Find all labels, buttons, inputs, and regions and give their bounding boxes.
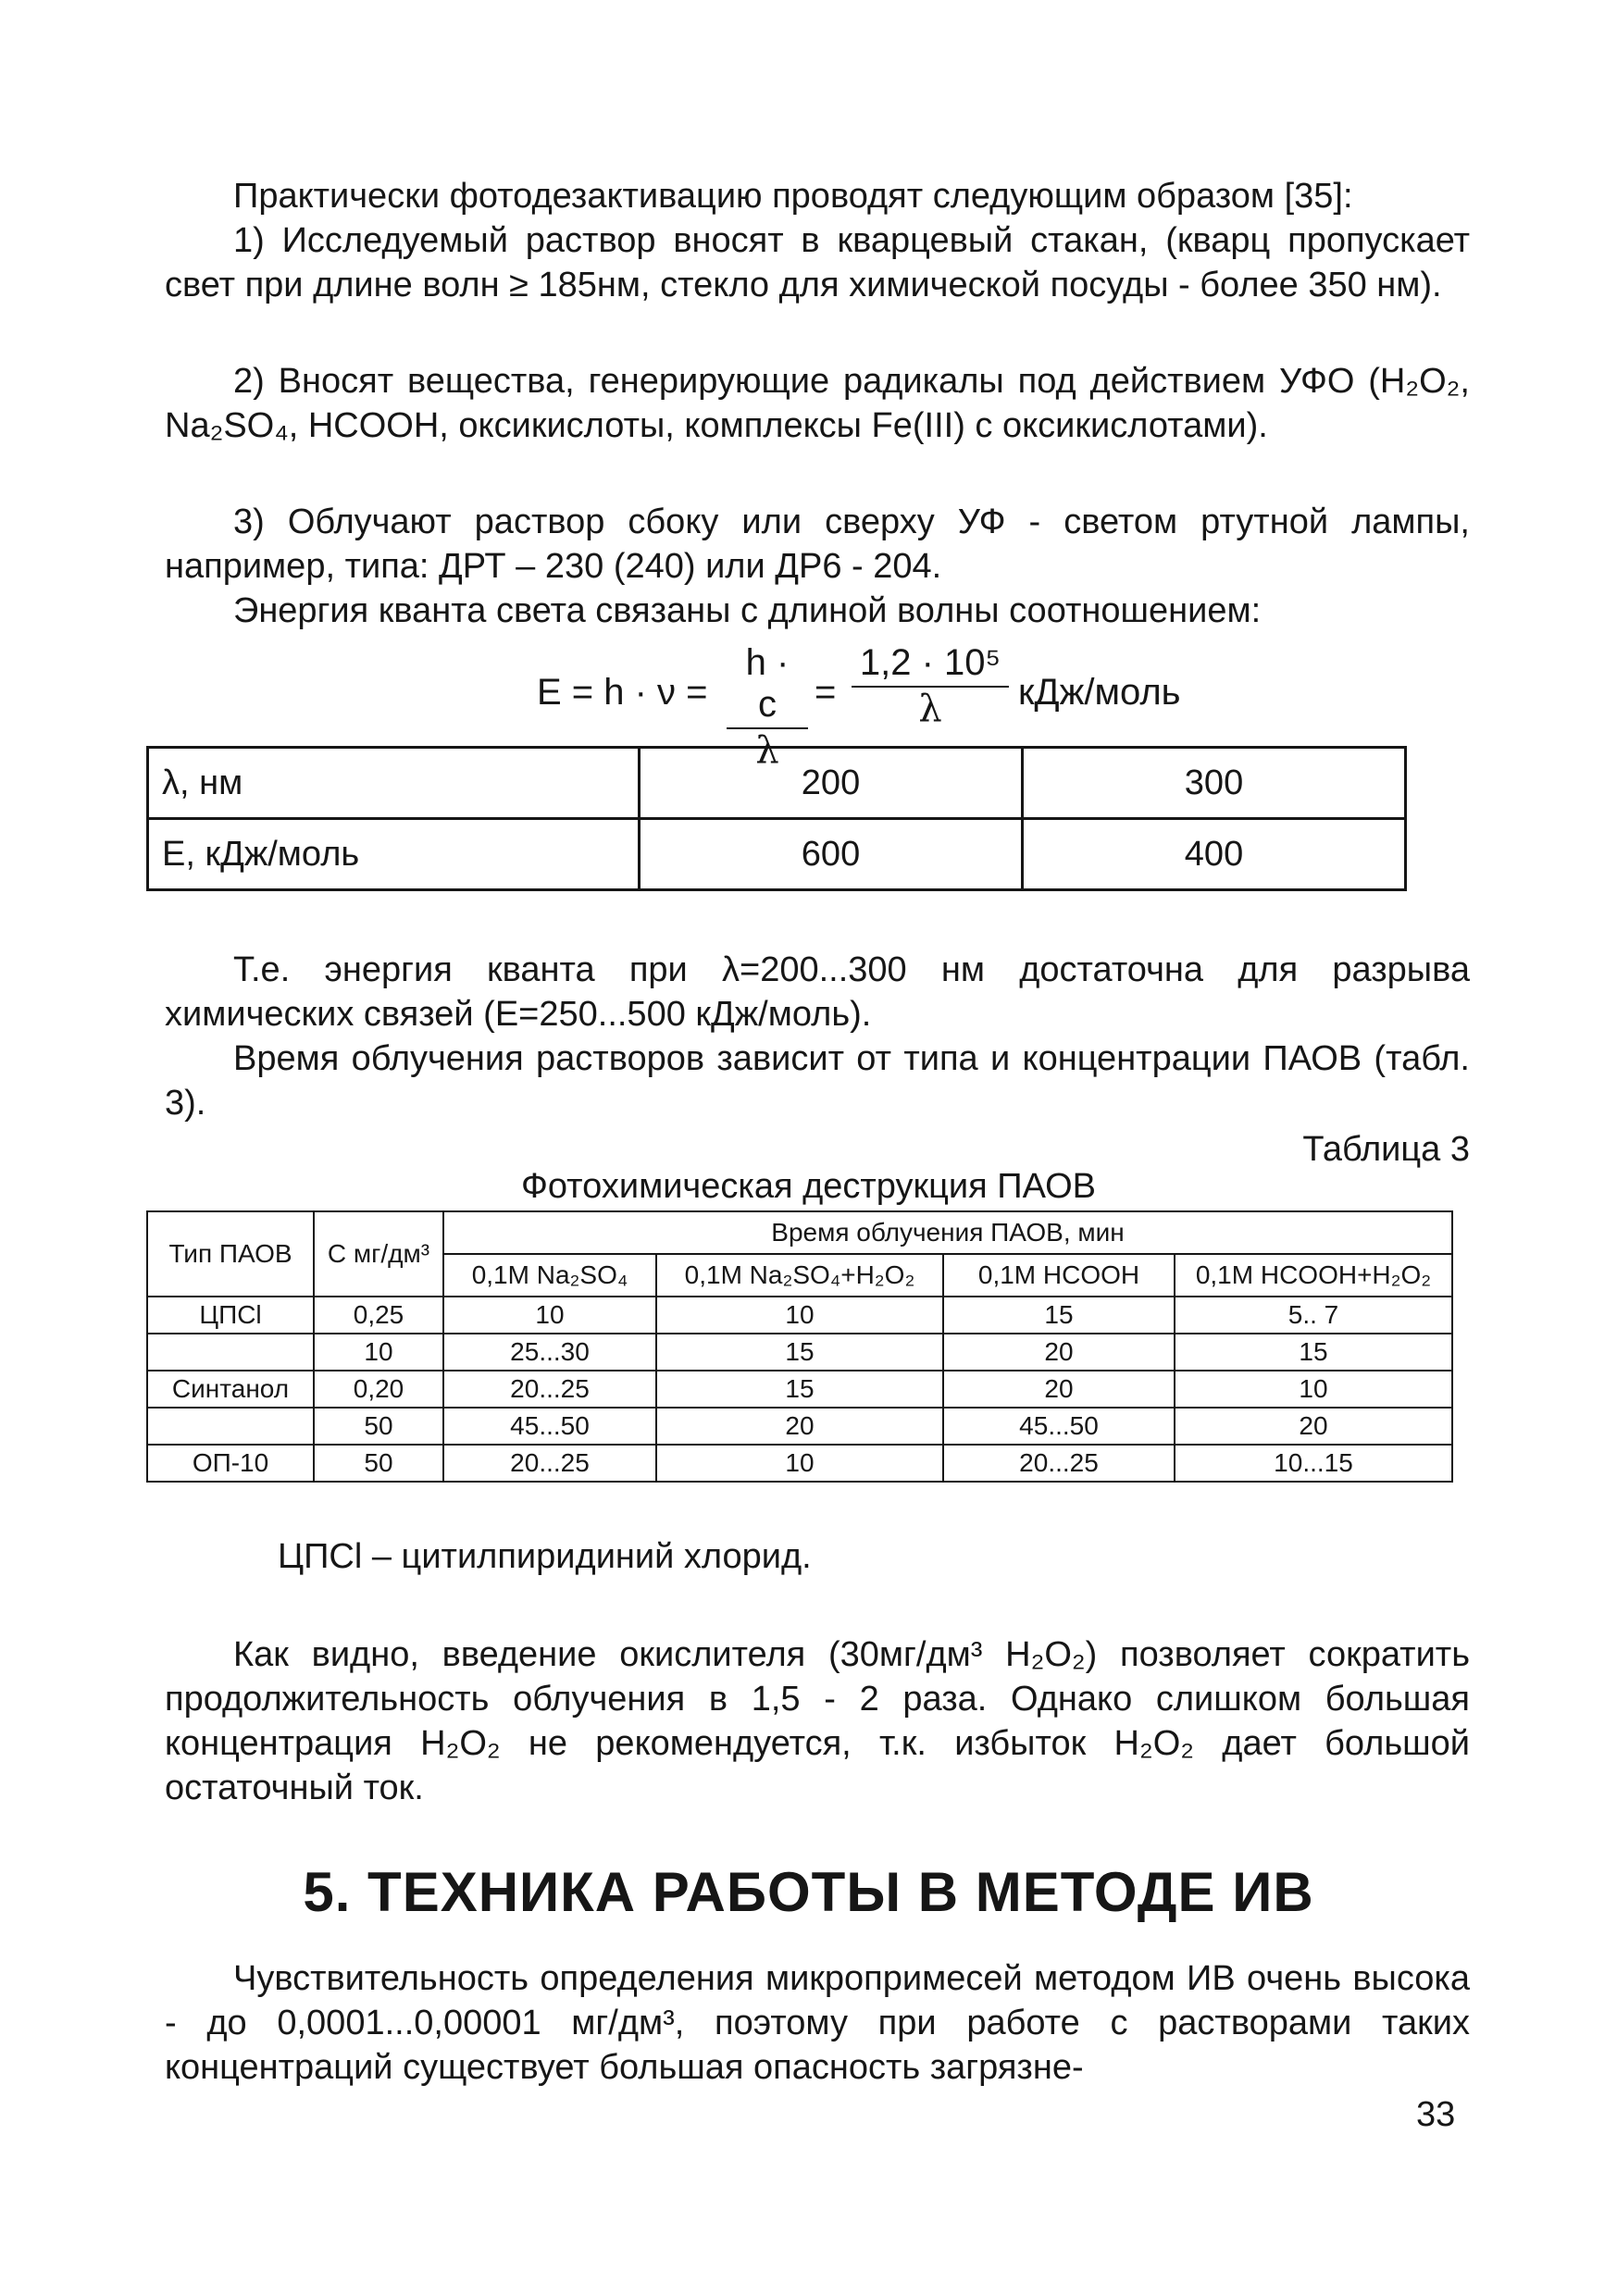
header-time: Время облучения ПАОВ, мин: [443, 1211, 1452, 1254]
table-row: [147, 1297, 1452, 1334]
table-cell: 10: [443, 1297, 656, 1334]
formula-den-2: λ: [918, 688, 942, 730]
formula-num-1: h · c: [727, 642, 808, 729]
table-label: Таблица 3: [1302, 1130, 1470, 1169]
table-cell: ОП-10: [147, 1445, 314, 1482]
table-cell: 20: [943, 1371, 1175, 1408]
header-concentration: C мг/дм³: [314, 1211, 443, 1297]
table-cell: 10: [1175, 1371, 1452, 1408]
table-cell: 45...50: [443, 1408, 656, 1445]
formula-lhs: E = h · ν =: [537, 672, 708, 713]
table-cell: 0,25: [314, 1297, 443, 1334]
step-3: 3) Облучают раствор сбоку или сверху УФ - светом ртутной лампы, например, типа: ДРТ – 230 (240) или ДР6 - 204.: [165, 503, 1470, 586]
table-cell: 15: [943, 1297, 1175, 1334]
table-cell: 15: [656, 1334, 943, 1371]
table-row: [147, 1371, 1452, 1408]
table-cell: 10: [656, 1445, 943, 1482]
table-cell: 10: [314, 1334, 443, 1371]
energy-cell: E, кДж/моль: [148, 819, 640, 890]
energy-cell: 400: [1023, 819, 1406, 890]
table-cell: 20...25: [443, 1445, 656, 1482]
table-cell: 45...50: [943, 1408, 1175, 1445]
subheader-cell: 0,1M HCOOH: [943, 1254, 1175, 1297]
step-2: 2) Вносят вещества, генерирующие радикалы под действием УФО (H₂O₂, Na₂SO₄, HCOOH, оксикислоты, комплексы Fe(III) с оксикислотами).: [165, 362, 1470, 445]
energy-table: [146, 746, 1407, 891]
table-cell: 10: [656, 1297, 943, 1334]
subheader-cell: 0,1M Na₂SO₄: [443, 1254, 656, 1297]
step-1: 1) Исследуемый раствор вносят в кварцевый стакан, (кварц пропускает свет при длине волн ≥ 185нм, стекло для химической посуды - более 350 нм).: [165, 221, 1470, 304]
table-cell: 20...25: [943, 1445, 1175, 1482]
para-oxidizer: Как видно, введение окислителя (30мг/дм³ H₂O₂) позволяет сократить продолжительность облучения в 1,5 - 2 раза. Однако слишком большая концентрация H₂O₂ не рекомендуется, т.к. избыток H₂O₂ дает большой остаточный ток.: [165, 1635, 1470, 1807]
table-cell: 25...30: [443, 1334, 656, 1371]
page-number: 33: [1416, 2095, 1456, 2134]
formula-den-1: λ: [755, 729, 779, 772]
para-sensitivity: Чувствительность определения микропримесей методом ИВ очень высока - до 0,0001...0,00001 мг/дм³, поэтому при работе с растворами таких концентраций существует большая опасность загрязне-: [165, 1959, 1470, 2087]
energy-cell: 200: [640, 748, 1023, 819]
table-row: [147, 1445, 1452, 1482]
table-cell: 15: [1175, 1334, 1452, 1371]
formula-equals: =: [815, 672, 837, 713]
subheader-cell: 0,1M HCOOH+H₂O₂: [1175, 1254, 1452, 1297]
table-cell: 50: [314, 1408, 443, 1445]
table-cell: [147, 1408, 314, 1445]
table-cell: 20: [943, 1334, 1175, 1371]
energy-table-row: [148, 748, 1406, 819]
photochemical-table: [146, 1210, 1453, 1483]
formula-num-2: 1,2 · 10⁵: [852, 642, 1009, 688]
para-energy: Т.е. энергия кванта при λ=200...300 нм достаточна для разрыва химических связей (E=250...500 кДж/моль).: [165, 950, 1470, 1034]
formula-fraction-2: [852, 642, 1009, 730]
table-row: [147, 1408, 1452, 1445]
energy-cell: 300: [1023, 748, 1406, 819]
table-caption: Фотохимическая деструкция ПАОВ: [520, 1167, 1096, 1206]
energy-formula: [537, 639, 1240, 772]
table-cell: [147, 1334, 314, 1371]
intro-line: Практически фотодезактивацию проводят следующим образом [35]:: [233, 177, 1353, 216]
table-cell: 20: [656, 1408, 943, 1445]
table-header-row: [147, 1211, 1452, 1254]
para-time: Время облучения растворов зависит от типа и концентрации ПАОВ (табл. 3).: [165, 1039, 1470, 1123]
energy-cell: 600: [640, 819, 1023, 890]
energy-table-row: [148, 819, 1406, 890]
table-cell: Синтанол: [147, 1371, 314, 1408]
section-heading: 5. ТЕХНИКА РАБОТЫ В МЕТОДЕ ИВ: [303, 1861, 1314, 1923]
table-cell: 0,20: [314, 1371, 443, 1408]
table-cell: 50: [314, 1445, 443, 1482]
table-cell: 10...15: [1175, 1445, 1452, 1482]
formula-unit: кДж/моль: [1018, 672, 1181, 713]
subheader-cell: 0,1M Na₂SO₄+H₂O₂: [656, 1254, 943, 1297]
header-type: Тип ПАОВ: [147, 1211, 314, 1297]
energy-intro: Энергия кванта света связаны с длиной волны соотношением:: [233, 591, 1262, 630]
table-row: [147, 1334, 1452, 1371]
table-cell: 15: [656, 1371, 943, 1408]
table-cell: 20: [1175, 1408, 1452, 1445]
energy-cell: λ, нм: [148, 748, 640, 819]
table-cell: 5.. 7: [1175, 1297, 1452, 1334]
table-cell: ЦПСl: [147, 1297, 314, 1334]
table-footnote: ЦПСl – цитилпиридиний хлорид.: [278, 1537, 812, 1576]
table-cell: 20...25: [443, 1371, 656, 1408]
